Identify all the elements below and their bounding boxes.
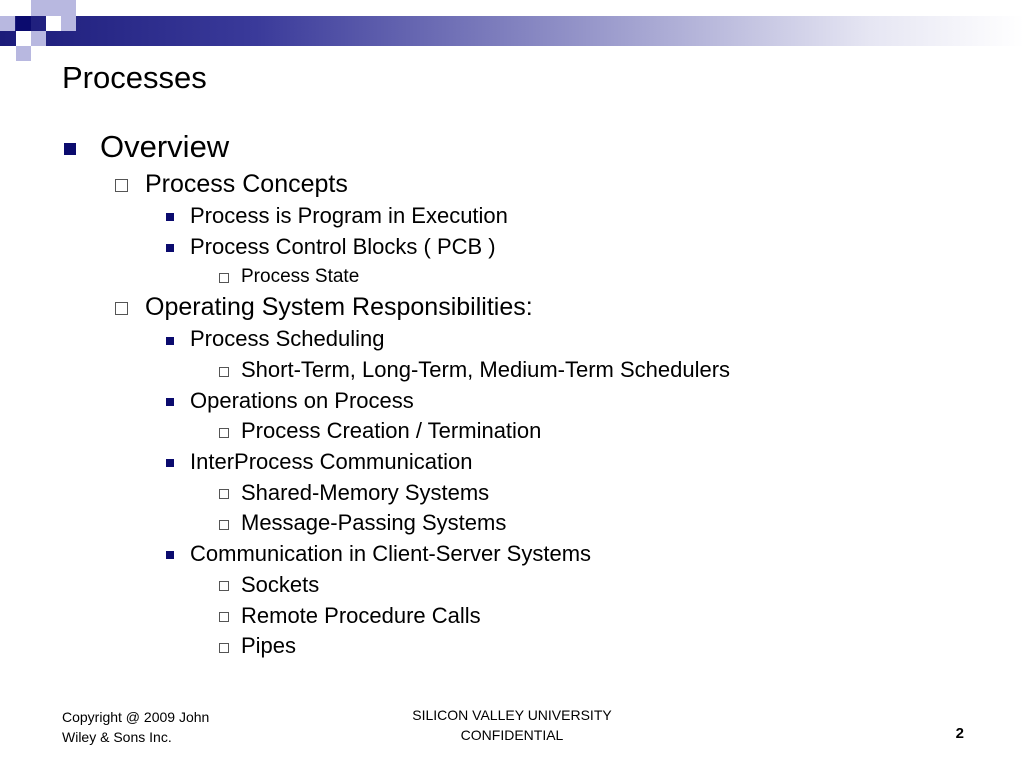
footer-center-line2: CONFIDENTIAL [460,727,564,743]
outline-item-pcb: Process Control Blocks ( PCB ) [190,234,496,259]
footer-copyright-line2: Wiley & Sons Inc. [62,729,172,745]
hollow-square-bullet-icon [115,302,128,315]
square-bullet-icon [166,551,174,559]
outline-item-pipes: Pipes [241,633,297,658]
footer-copyright-line1: Copyright @ 2009 John [62,709,210,725]
outline-item-overview: Overview [100,129,230,164]
hollow-square-bullet-icon [219,367,229,377]
outline-item-process-scheduling: Process Scheduling [190,326,385,351]
outline-item-ipc: InterProcess Communication [190,449,473,474]
hollow-square-bullet-icon [219,612,229,622]
square-bullet-icon [166,398,174,406]
hollow-square-bullet-icon [219,520,229,530]
outline-item-schedulers: Short-Term, Long-Term, Medium-Term Schedulers [241,357,731,382]
hollow-square-bullet-icon [219,273,229,283]
hollow-square-bullet-icon [115,179,128,192]
square-bullet-icon [166,213,174,221]
square-bullet-icon [64,143,76,155]
footer-center-line1: SILICON VALLEY UNIVERSITY [412,707,612,723]
outline-item-sockets: Sockets [241,572,320,597]
outline-item-creation-termination: Process Creation / Termination [241,418,542,443]
outline-item-operations-on-process: Operations on Process [190,388,414,413]
footer-copyright [62,707,282,747]
header-gradient-band [0,16,1024,46]
slide-title: Processes [62,60,207,95]
hollow-square-bullet-icon [219,428,229,438]
outline-item-os-responsibilities: Operating System Responsibilities: [145,293,533,321]
square-bullet-icon [166,459,174,467]
hollow-square-bullet-icon [219,489,229,499]
outline-item-program-in-execution: Process is Program in Execution [190,203,508,228]
outline-item-process-concepts: Process Concepts [145,170,348,198]
footer-confidential [362,705,662,745]
hollow-square-bullet-icon [219,581,229,591]
outline-item-message-passing: Message-Passing Systems [241,510,507,535]
outline-item-shared-memory: Shared-Memory Systems [241,480,490,505]
hollow-square-bullet-icon [219,643,229,653]
square-bullet-icon [166,337,174,345]
outline-item-rpc: Remote Procedure Calls [241,603,481,628]
square-bullet-icon [166,244,174,252]
outline-item-process-state: Process State [241,266,360,287]
outline-item-client-server: Communication in Client-Server Systems [190,541,592,566]
page-number: 2 [955,725,964,742]
